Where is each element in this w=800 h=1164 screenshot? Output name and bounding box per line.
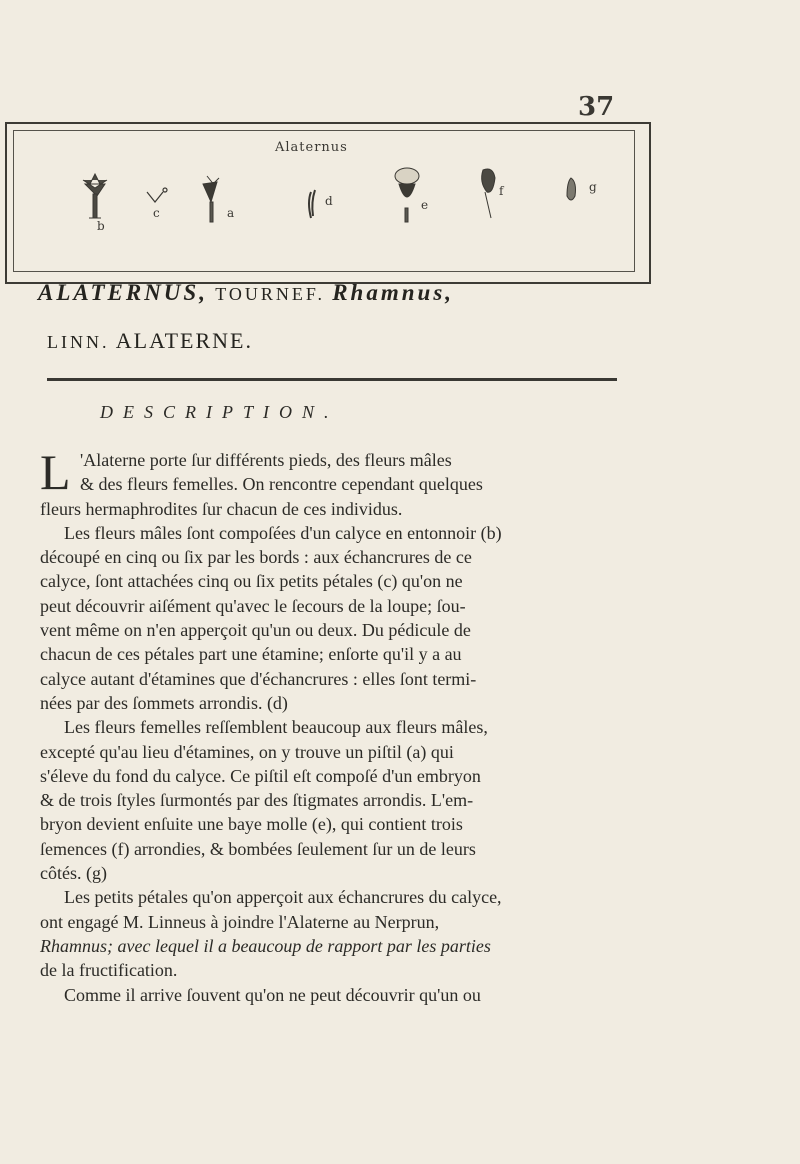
- plate-label-g: g: [589, 180, 597, 194]
- pistil-a-illustration: [203, 176, 219, 222]
- text-line: chacun de ces pétales part une étamine; enſorte qu'il y a au: [40, 644, 462, 665]
- text-line: ſemences (f) arrondies, & bombées ſeulement ſur un de leurs: [40, 838, 476, 859]
- entry-title: [38, 280, 454, 306]
- flower-b-illustration: [83, 174, 107, 218]
- text-line: Les fleurs femelles reſſemblent beaucoup aux fleurs mâles,: [64, 717, 488, 738]
- text-line: & des fleurs femelles. On rencontre cependant quelques: [80, 474, 483, 495]
- genus-name: ALATERNUS,: [38, 280, 208, 305]
- plate-label-c: c: [153, 206, 160, 220]
- text-line: côtés. (g): [40, 863, 107, 884]
- drop-cap: L: [40, 444, 71, 500]
- plate-label-d: d: [325, 194, 333, 208]
- text-line: calyce, ſont attachées cinq ou ſix petits pétales (c) qu'on ne: [40, 571, 463, 592]
- seed-g-illustration: [567, 178, 576, 200]
- french-name: ALATERNE.: [115, 328, 253, 353]
- entry-subtitle: [47, 328, 253, 354]
- text-line: fleurs hermaphrodites ſur chacun de ces individus.: [40, 498, 403, 519]
- description-text: [40, 444, 618, 1007]
- text-line: calyce autant d'étamines que d'échancrures : elles ſont termi-: [40, 668, 477, 689]
- text-line: Comme il arrive ſouvent qu'on ne peut découvrir qu'un ou: [64, 984, 481, 1005]
- text-line: ont engagé M. Linneus à joindre l'Alaterne au Nerprun,: [40, 911, 440, 932]
- botanical-plate: [5, 122, 649, 282]
- plate-label-f: f: [499, 184, 504, 198]
- text-line: Les fleurs mâles ſont compoſées d'un calyce en entonnoir (b): [64, 522, 502, 543]
- text-line: excepté qu'au lieu d'étamines, on y trouve un piſtil (a) qui: [40, 741, 454, 762]
- plate-title: Alaternus: [275, 140, 348, 155]
- section-divider: [47, 378, 617, 381]
- text-line: de la fructification.: [40, 960, 178, 981]
- author-tournefort: TOURNEF.: [215, 284, 325, 304]
- text-line: s'éleve du fond du calyce. Ce piſtil eſt compoſé d'un embryon: [40, 765, 481, 786]
- petal-c-illustration: [147, 188, 167, 202]
- text-line: 'Alaterne porte ſur différents pieds, des fleurs mâles: [80, 450, 452, 470]
- plate-label-a: a: [227, 206, 235, 220]
- text-line: Rhamnus; avec lequel il a beaucoup de rapport par les parties: [40, 935, 491, 956]
- text-line: découpé en cinq ou ſix par les bords : aux échancrures de ce: [40, 547, 472, 568]
- section-heading: DESCRIPTION.: [100, 402, 339, 422]
- text-line: & de trois ſtyles ſurmontés par des ſtigmates arrondis. L'em-: [40, 790, 474, 811]
- page-number: 37: [578, 92, 615, 122]
- stamen-d-illustration: [309, 190, 315, 218]
- berry-e-illustration: [395, 168, 419, 222]
- plate-label-b: b: [97, 219, 105, 233]
- text-line: peut découvrir aiſément qu'avec le ſecours de la loupe; ſou-: [40, 595, 466, 616]
- author-linnaeus: LINN.: [47, 332, 110, 352]
- text-line: nées par des ſommets arrondis. (d): [40, 692, 288, 713]
- text-line: Les petits pétales qu'on apperçoit aux échancrures du calyce,: [64, 887, 502, 908]
- text-line: bryon devient enſuite une baye molle (e), qui contient trois: [40, 814, 463, 835]
- synonym-name: Rhamnus,: [332, 280, 455, 305]
- text-line: vent même on n'en apperçoit qu'un ou deux. Du pédicule de: [40, 620, 471, 641]
- plate-label-e: e: [421, 198, 429, 212]
- seed-f-illustration: [482, 169, 495, 218]
